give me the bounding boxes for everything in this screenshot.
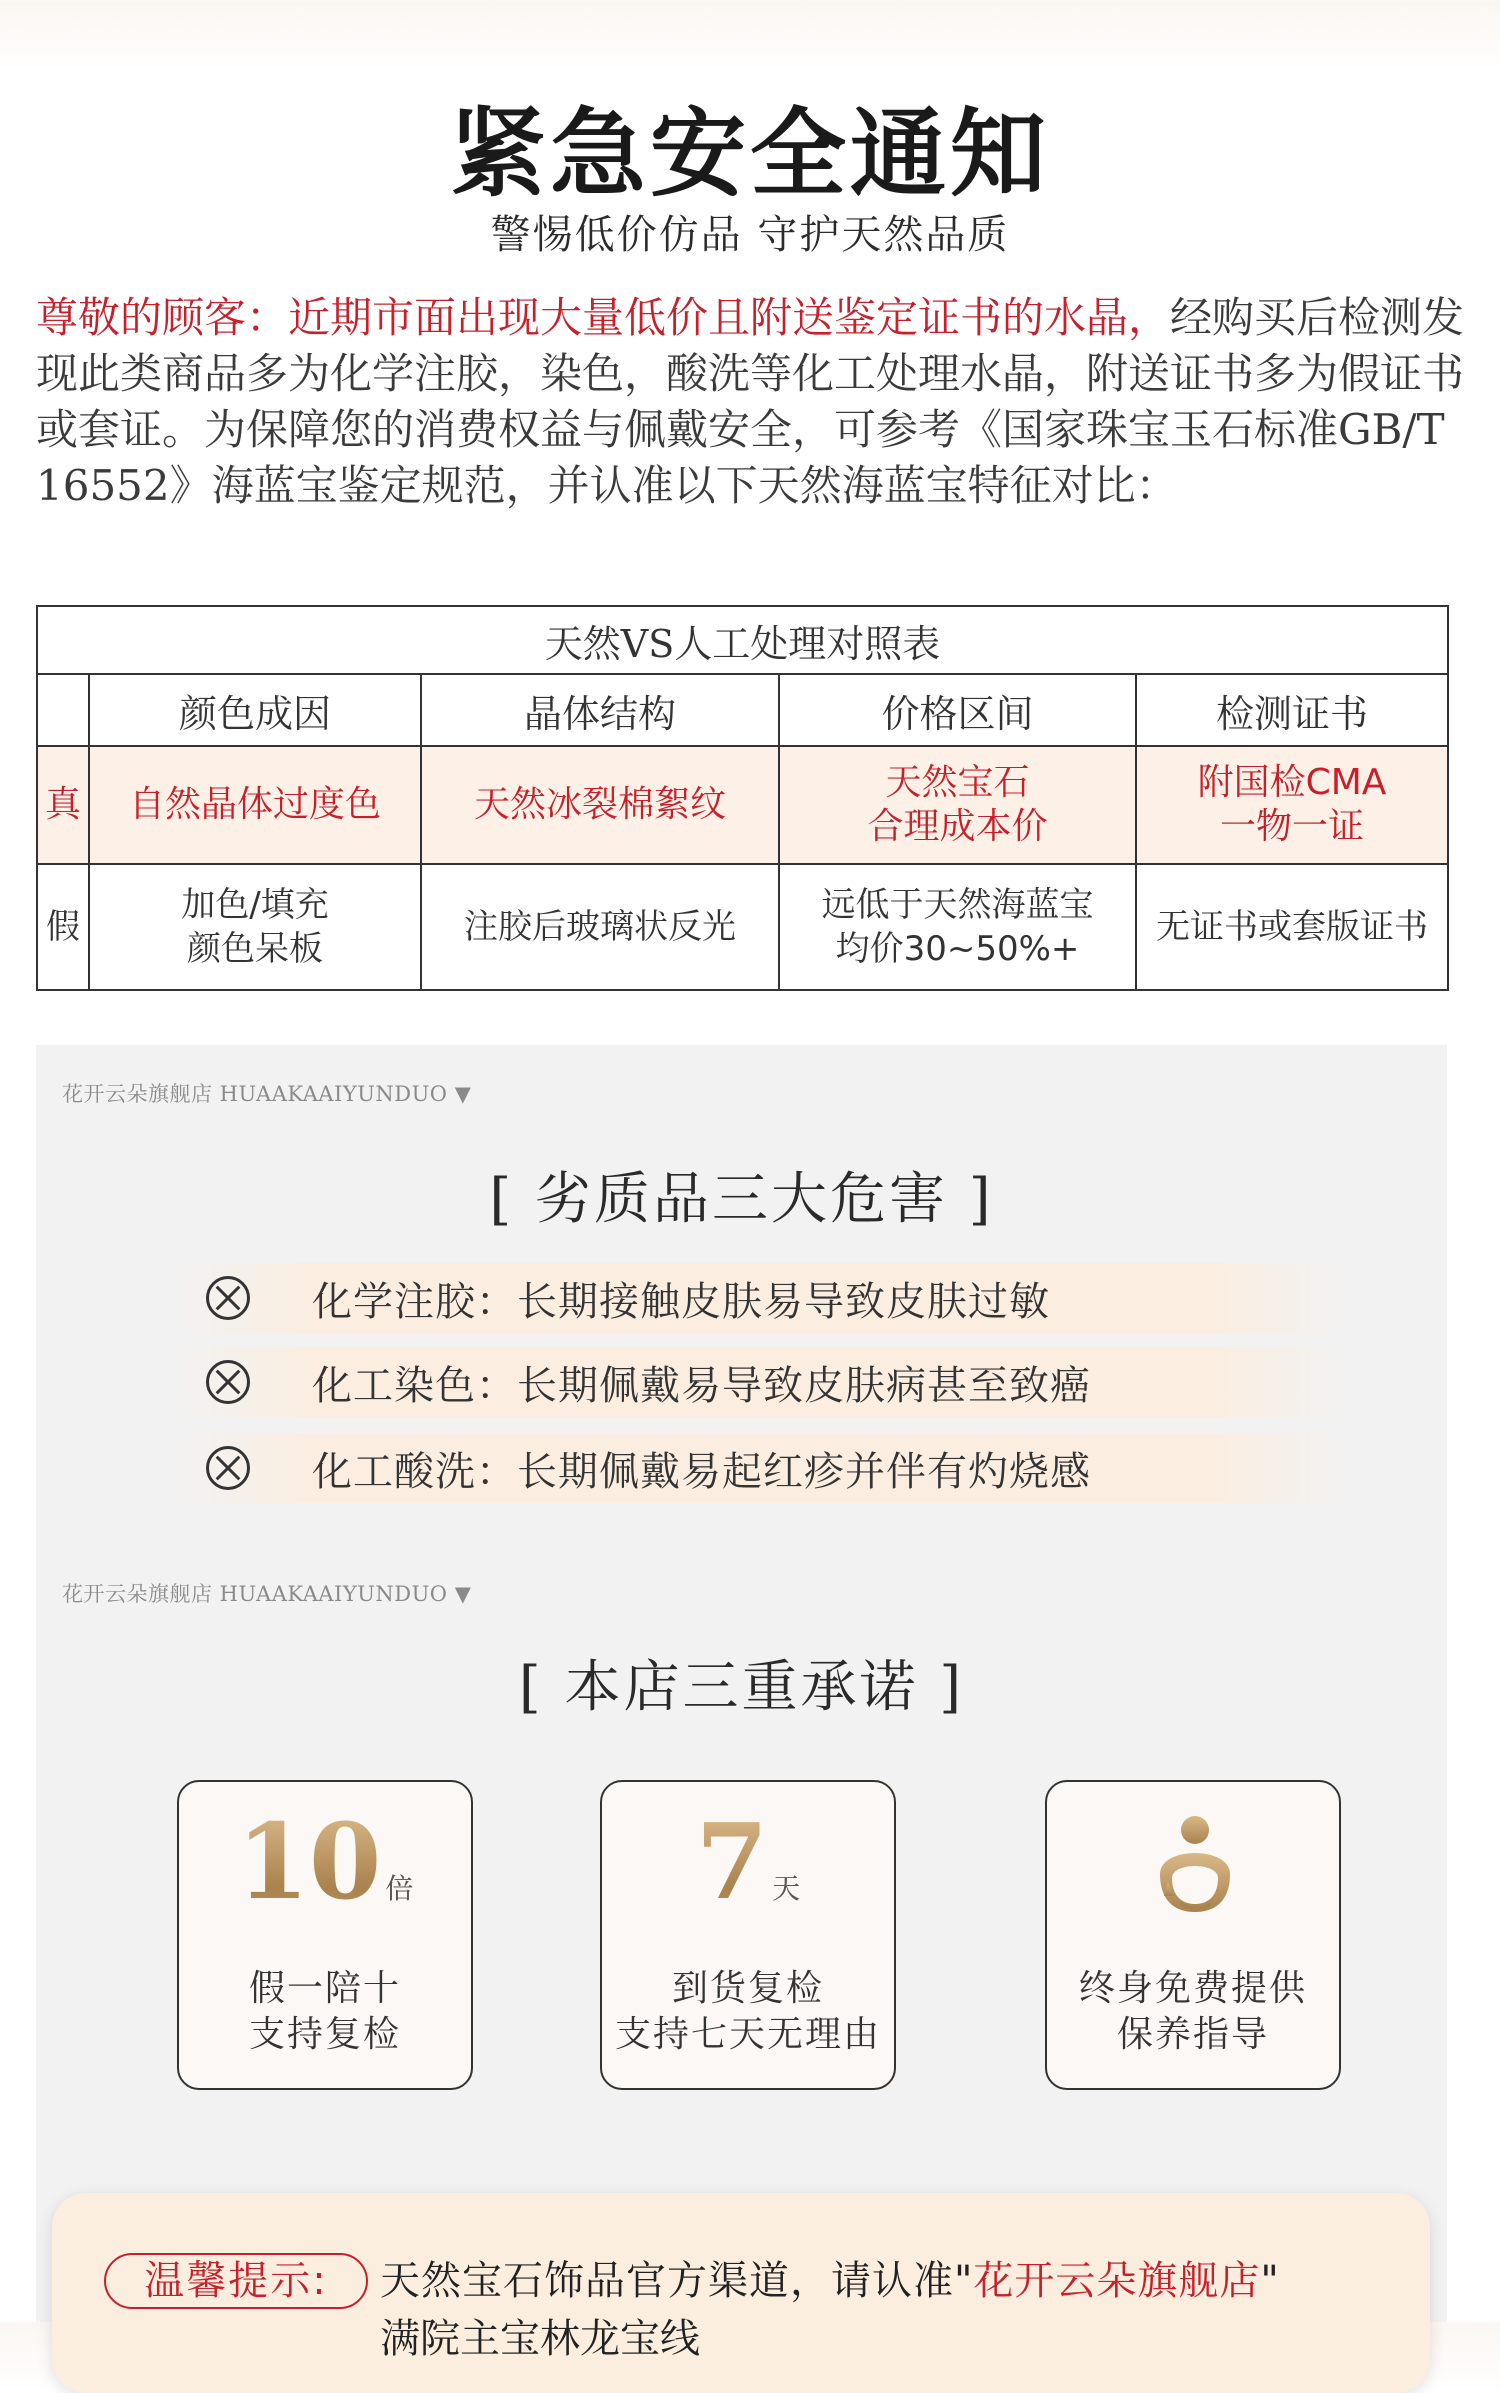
table-cell xyxy=(421,746,779,864)
promise-number xyxy=(602,1800,894,1941)
table-row-real xyxy=(37,746,1448,864)
circle-x-icon xyxy=(206,1360,250,1404)
row-label-real: 真 xyxy=(37,746,89,864)
promise-number xyxy=(179,1800,471,1941)
table-cell xyxy=(779,746,1136,864)
table-header-cell: 检测证书 xyxy=(1136,674,1448,746)
harm-label: 化工染色： xyxy=(312,1362,517,1409)
cell-line: 无证书或套版证书 xyxy=(1156,907,1428,947)
promise-unit: 倍 xyxy=(385,1872,414,1905)
table-caption: 天然VS人工处理对照表 xyxy=(37,606,1448,674)
table-header-cell: 价格区间 xyxy=(779,674,1136,746)
table-cell xyxy=(421,864,779,990)
tip-text xyxy=(380,2249,1280,2306)
harm-item xyxy=(176,1263,1346,1333)
promise-line: 终身免费提供 xyxy=(1078,1968,1307,2009)
promise-line: 到货复检 xyxy=(671,1968,824,2009)
cell-line: 注胶后玻璃状反光 xyxy=(464,907,736,947)
harm-text: 长期接触皮肤易导致皮肤过敏 xyxy=(517,1278,1050,1325)
table-cell xyxy=(1136,746,1448,864)
cell-line: 附国检CMA xyxy=(1197,762,1387,803)
customer-service-icon xyxy=(1140,1812,1250,1922)
circle-x-icon xyxy=(206,1276,250,1320)
tip-store-name: 花开云朵旗舰店 xyxy=(973,2258,1261,2304)
tip-label: 温馨提示: xyxy=(104,2253,368,2309)
table-row-fake xyxy=(37,864,1448,990)
circle-x-icon xyxy=(206,1446,250,1490)
intro-body: 经购买后检测发现此类商品多为化学注胶，染色，酸洗等化工处理水晶，附送证书多为假证书或套证。为保障您的消费权益与佩戴安全，可参考《国家珠宝玉石标准GB/T 16552》海蓝宝鉴定规范，并认准以下天然海蓝宝特征对比： xyxy=(36,293,1465,510)
table-header-cell: 颜色成因 xyxy=(89,674,421,746)
cell-line: 加色/填充 xyxy=(181,885,329,925)
promise-line: 支持复检 xyxy=(248,2014,401,2055)
cell-line: 自然晶体过度色 xyxy=(128,784,381,825)
gray-panel xyxy=(36,1045,1447,2322)
table-cell xyxy=(89,746,421,864)
table-cell xyxy=(1136,864,1448,990)
cell-line: 颜色呆板 xyxy=(187,929,323,969)
promise-number-value: 10 xyxy=(236,1800,382,1923)
promise-line: 支持七天无理由 xyxy=(614,2014,881,2055)
table-corner-cell xyxy=(37,674,89,746)
comparison-table xyxy=(36,605,1449,991)
intro-paragraph xyxy=(36,290,1466,514)
tip-box xyxy=(52,2193,1430,2393)
promise-number-value: 7 xyxy=(695,1800,769,1923)
promise-card xyxy=(177,1780,473,2090)
harm-label: 化学注胶： xyxy=(312,1278,517,1325)
cell-line: 天然冰裂棉絮纹 xyxy=(473,784,726,825)
tip-text-part: 天然宝石饰品官方渠道，请认准" xyxy=(380,2258,974,2304)
cell-line: 天然宝石 xyxy=(885,762,1030,803)
promise-title: [ 本店三重承诺 ] xyxy=(518,1655,965,1720)
harm-text: 长期佩戴易导致皮肤病甚至致癌 xyxy=(517,1362,1091,1409)
brand-tag: 花开云朵旗舰店 HUAAKAAIYUNDUO ▼ xyxy=(62,1082,472,1106)
cell-line: 远低于天然海蓝宝 xyxy=(821,885,1094,925)
cell-line: 合理成本价 xyxy=(867,806,1048,847)
cell-line: 均价30~50%+ xyxy=(835,929,1080,969)
harm-item xyxy=(176,1347,1346,1417)
harms-title: [ 劣质品三大危害 ] xyxy=(489,1167,994,1232)
promise-card xyxy=(600,1780,896,2090)
row-label-fake: 假 xyxy=(37,864,89,990)
harm-item xyxy=(176,1433,1346,1503)
promise-line: 假一陪十 xyxy=(248,1968,401,2009)
promise-line: 保养指导 xyxy=(1116,2014,1269,2055)
promise-unit: 天 xyxy=(772,1872,801,1905)
page-title: 紧急安全通知 xyxy=(450,97,1050,210)
table-header-cell: 晶体结构 xyxy=(421,674,779,746)
tip-text-part: " xyxy=(1260,2258,1280,2304)
intro-highlight: 尊敬的顾客：近期市面出现大量低价且附送鉴定证书的水晶， xyxy=(36,293,1171,342)
tip-text-line2: 满院主宝林龙宝线 xyxy=(380,2316,700,2362)
table-cell xyxy=(779,864,1136,990)
harm-label: 化工酸洗： xyxy=(312,1448,517,1495)
promise-card xyxy=(1045,1780,1341,2090)
harm-text: 长期佩戴易起红疹并伴有灼烧感 xyxy=(517,1448,1091,1495)
cell-line: 一物一证 xyxy=(1219,806,1364,847)
table-header-row xyxy=(37,674,1448,746)
page-subtitle: 警惕低价仿品 守护天然品质 xyxy=(490,212,1010,258)
table-cell xyxy=(89,864,421,990)
brand-tag: 花开云朵旗舰店 HUAAKAAIYUNDUO ▼ xyxy=(62,1582,472,1606)
